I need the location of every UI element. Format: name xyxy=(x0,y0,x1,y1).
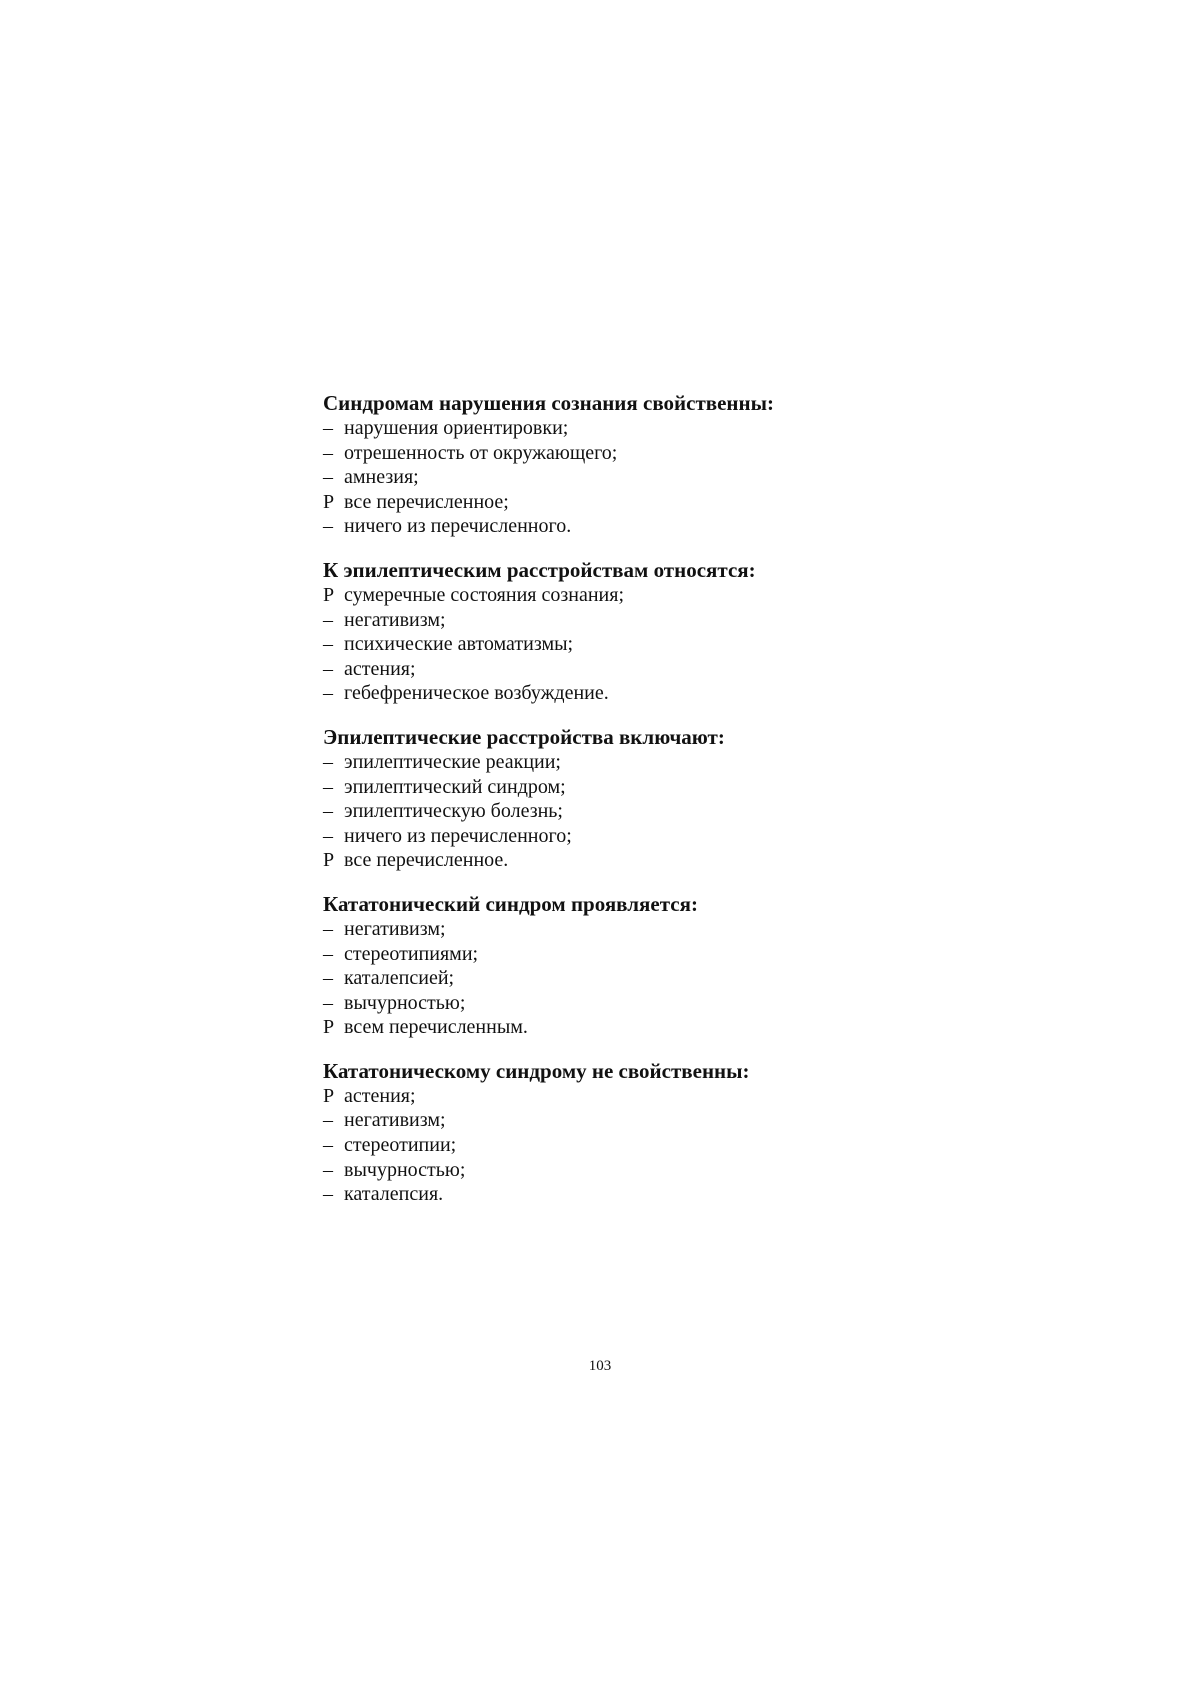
option-text: эпилептическую болезнь; xyxy=(344,800,563,823)
option-text: стереотипиями; xyxy=(344,942,479,965)
option-text: ничего из перечисленного. xyxy=(344,515,572,538)
question-title: Кататонический синдром проявляется: xyxy=(323,891,698,916)
option-text: эпилептический синдром; xyxy=(344,775,566,798)
option-marker: – xyxy=(323,1158,333,1181)
page-number: 103 xyxy=(588,1358,612,1374)
option-marker: Р xyxy=(323,583,335,606)
answer-option xyxy=(323,465,883,490)
option-text: ничего из перечисленного; xyxy=(344,824,572,847)
question-block xyxy=(323,724,883,873)
option-text: психические автоматизмы; xyxy=(344,633,574,656)
option-text: астения; xyxy=(344,657,416,680)
option-text: амнезия; xyxy=(344,466,419,489)
option-text: отрешенность от окружающего; xyxy=(344,441,618,464)
option-marker: Р xyxy=(323,1016,335,1039)
answer-option xyxy=(323,966,883,991)
option-text: негативизм; xyxy=(344,608,446,631)
option-text: каталепсия. xyxy=(344,1183,444,1206)
option-text: все перечисленное; xyxy=(344,490,509,513)
option-marker: – xyxy=(323,1183,333,1206)
answer-option xyxy=(323,681,883,706)
option-text: нарушения ориентировки; xyxy=(344,417,569,439)
option-marker: – xyxy=(323,1134,333,1157)
answer-option xyxy=(323,848,883,873)
option-text: астения; xyxy=(344,1084,416,1107)
option-marker: – xyxy=(323,657,333,680)
option-marker: – xyxy=(323,466,333,489)
answer-option xyxy=(323,824,883,849)
question-title: Синдромам нарушения сознания свойственны: xyxy=(323,391,775,415)
option-marker: – xyxy=(323,967,333,990)
answer-option xyxy=(323,632,883,657)
question-title: К эпилептическим расстройствам относятся: xyxy=(323,557,756,582)
option-text: все перечисленное. xyxy=(344,849,509,872)
option-marker: – xyxy=(323,633,333,656)
answer-option xyxy=(323,1133,883,1158)
question-block xyxy=(323,390,883,539)
option-text: сумеречные состояния сознания; xyxy=(344,583,625,606)
question-block xyxy=(323,891,883,1040)
option-marker: – xyxy=(323,824,333,847)
answer-option xyxy=(323,1158,883,1183)
option-text: вычурностью; xyxy=(344,1158,466,1181)
option-marker: – xyxy=(323,775,333,798)
answer-option xyxy=(323,1182,883,1207)
answer-option xyxy=(323,490,883,515)
answer-option xyxy=(323,942,883,967)
question-title: Кататоническому синдрому не свойственны: xyxy=(323,1058,750,1083)
option-text: вычурностью; xyxy=(344,991,466,1014)
option-marker: – xyxy=(323,750,333,773)
option-marker: – xyxy=(323,515,333,538)
option-marker: Р xyxy=(323,490,335,513)
answer-option xyxy=(323,441,883,466)
option-text: гебефреническое возбуждение. xyxy=(344,682,609,705)
option-text: стереотипии; xyxy=(344,1134,457,1157)
question-block xyxy=(323,557,883,706)
answer-option xyxy=(323,991,883,1016)
answer-option xyxy=(323,799,883,824)
answer-option xyxy=(323,657,883,682)
question-block xyxy=(323,1058,883,1207)
option-marker: – xyxy=(323,1109,333,1132)
option-text: негативизм; xyxy=(344,1109,446,1132)
option-text: эпилептические реакции; xyxy=(344,750,561,773)
answer-option xyxy=(323,416,883,441)
answer-option xyxy=(323,1084,883,1109)
option-marker: Р xyxy=(323,1084,335,1107)
option-marker: Р xyxy=(323,849,335,872)
option-marker: – xyxy=(323,917,333,940)
option-marker: – xyxy=(323,417,333,439)
answer-option xyxy=(323,608,883,633)
option-text: всем перечисленным. xyxy=(344,1016,528,1039)
page-content xyxy=(323,390,883,1225)
option-marker: – xyxy=(323,682,333,705)
answer-option xyxy=(323,775,883,800)
option-marker: – xyxy=(323,608,333,631)
answer-option xyxy=(323,1015,883,1040)
option-marker: – xyxy=(323,441,333,464)
answer-option xyxy=(323,514,883,539)
answer-option xyxy=(323,583,883,608)
question-title: Эпилептические расстройства включают: xyxy=(323,724,725,749)
option-marker: – xyxy=(323,942,333,965)
option-marker: – xyxy=(323,800,333,823)
answer-option xyxy=(323,750,883,775)
answer-option xyxy=(323,1108,883,1133)
option-marker: – xyxy=(323,991,333,1014)
option-text: каталепсией; xyxy=(344,967,455,990)
option-text: негативизм; xyxy=(344,917,446,940)
answer-option xyxy=(323,917,883,942)
